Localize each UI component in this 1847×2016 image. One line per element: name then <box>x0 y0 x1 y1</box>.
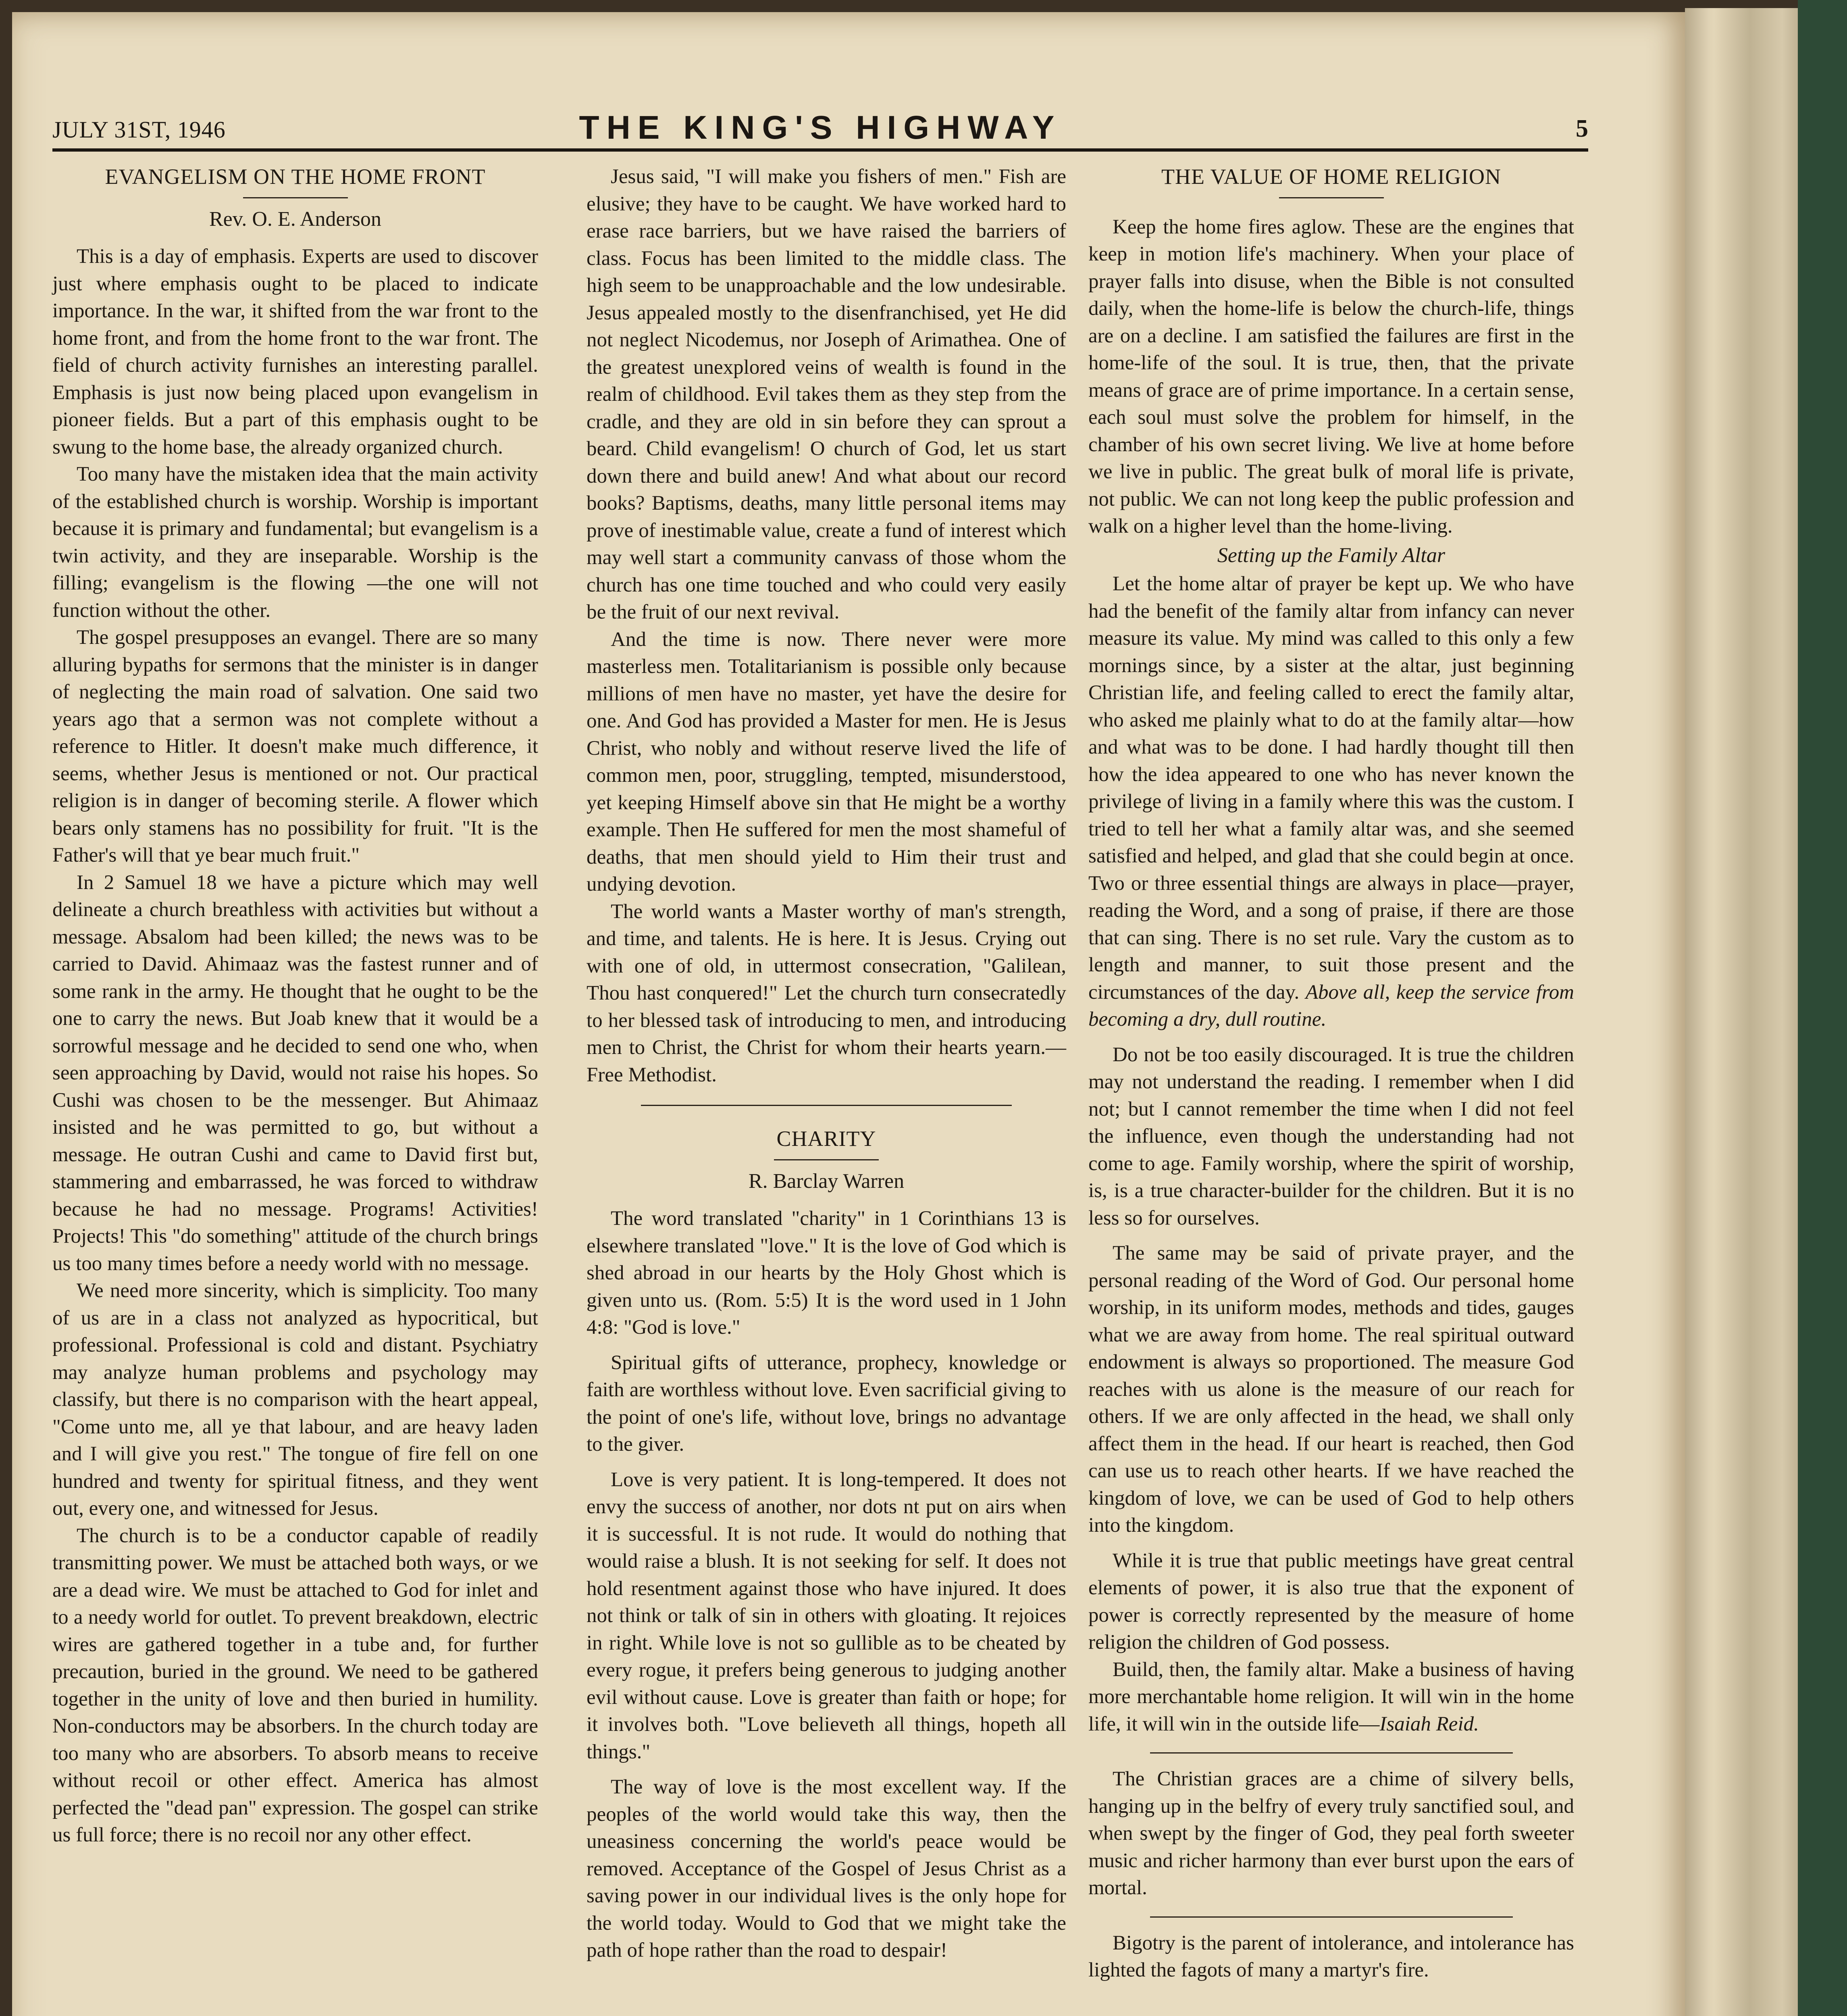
page-header <box>52 109 1588 145</box>
paragraph: While it is true that public meetings have great central elements of power, it is also true that the exponent of power is correctly represented by the measure of home religion the children of God possess. <box>1088 1549 1574 1654</box>
header-rule <box>52 148 1588 152</box>
page-number: 5 <box>1576 115 1588 142</box>
paragraph: Do not be too easily discouraged. It is true the children may not understand the reading. I remember when I did not; but I cannot remember the time when I did not feel the influence, even though the understanding had not come to age. Family worship, where the spirit of worship, is, is a true character-builder for the children. But it is no less so for ourselves. <box>1088 1043 1574 1229</box>
filler-paragraph: The Christian graces are a chime of silvery bells, hanging up in the belfry of every truly sanctified soul, and when swept by the finger of God, they peal forth sweeter music and richer harmony than ever burst upon the ears of mortal. <box>1088 1768 1574 1899</box>
filler-paragraph: Bigotry is the parent of intolerance, and intolerance has lighted the fagots of many a martyr's fire. <box>1088 1931 1574 1981</box>
article-title-charity: CHARITY <box>776 1127 876 1151</box>
paragraph <box>1088 1656 1574 1738</box>
title-rule <box>774 1159 879 1160</box>
paragraph: Love is very patient. It is long-tempered. It does not envy the success of another, nor dots nt put on airs when it is successful. It is not rude. It would do nothing that would raise a blush. It is not seeking for self. It does not hold resentment against those who have injured. It does not think or talk of sin in others with gloating. It rejoices in right. While love is not so gullible as to be cheated by every rogue, it prefers being generous to judging another evil without cause. Love is greater than faith or hope; for it involves both. "Love believeth all things, hopeth all things." <box>587 1468 1066 1763</box>
paragraph: In 2 Samuel 18 we have a picture which may well delineate a church breathless with activities but without a message. Absalom had been killed; the news was to be carried to David. Ahimaaz was the fastest runner and of some rank in the army. He thought that he ought to be the one to carry the news. But Joab knew that it would be a sorrowful message and he decided to send one who, when seen approaching by David, would not raise his hopes. So Cushi was chosen to be the messenger. But Ahimaaz insisted and he was permitted to go, but without a message. He outran Cushi and came to David first but, stammering and embarrassed, he was forced to withdraw because he had no message. Programs! Activities! Projects! This "do something" attitude of the church brings us too many times before a needy world with no message. <box>52 871 538 1275</box>
column-2 <box>587 163 1066 1964</box>
subheading: Setting up the Family Altar <box>1217 544 1446 567</box>
book-cover <box>1798 0 1847 2016</box>
paragraph: The word translated "charity" in 1 Corinthians 13 is elsewhere translated "love." It is the love of God which is shed abroad in our hearts by the Holy Ghost which is given unto us. (Rom. 5:5) It is the word used in 1 John 4:8: "God is love." <box>587 1207 1066 1339</box>
article-title-evangelism: EVANGELISM ON THE HOME FRONT <box>105 165 486 189</box>
section-divider <box>1150 1916 1513 1918</box>
issue-date: JULY 31ST, 1946 <box>52 117 226 143</box>
paragraph: And the time is now. There never were more masterless men. Totalitarianism is possible only because millions of men have no master, yet have the desire for one. And God has provided a Master for men. He is Jesus Christ, who nobly and without reserve lived the life of common men, poor, struggling, tempted, misunderstood, yet keeping Himself above sin that He might be a worthy example. Then He suffered for men the most shameful of deaths, that men should yield to Him their trust and undying devotion. <box>587 628 1066 896</box>
paragraph-text: Build, then, the family altar. Make a business of having more merchantable home religion. It will win in the home life, it will win in the outside life— <box>1088 1658 1574 1735</box>
paragraph: The world wants a Master worthy of man's strength, and time, and talents. He is here. It is Jesus. Crying out with one of old, in uttermost consecration, "Galilean, Thou hast conquered!" Let the church turn consecratedly to her blessed task of introducing to men, and introducing men to Christ, the Christ for whom their hearts yearn.—Free Methodist. <box>587 900 1066 1086</box>
paragraph: The church is to be a conductor capable of readily transmitting power. We must be attached both ways, or we are a dead wire. We must be attached to God for inlet and to a needy world for outlet. To prevent breakdown, electric wires are gathered together in a tube and, for further precaution, buried in the ground. We need to be gathered together in the unity of love and then buried in humility. Non-conductors may be absorbers. In the church today are too many who are absorbers. To absorb means to receive without recoil or other effect. America has almost perfected the "dead pan" expression. The gospel can strike us full force; there is no recoil nor any other effect. <box>52 1524 538 1846</box>
paragraph: We need more sincerity, which is simplicity. Too many of us are in a class not analyzed as hypocritical, but professional. Professional is cold and distant. Psychiatry may analyze human problems and psychology may classify, but there is no comparison with the heart appeal, "Come unto me, all ye that labour, and are heavy laden and I will give you rest." The tongue of fire fell on one hundred and twenty for spiritual fitness, and they went out, every one, and witnessed for Jesus. <box>52 1279 538 1520</box>
paragraph: The gospel presupposes an evangel. There are so many alluring bypaths for sermons that the minister is in danger of neglecting the main road of salvation. One said two years ago that a sermon was not complete without a reference to Hitler. It doesn't make much difference, it seems, whether Jesus is mentioned or not. Our practical religion is in danger of becoming sterile. A flower which bears only stamens has no possibility for fruit. "It is the Father's will that ye bear much fruit." <box>52 626 538 866</box>
signature: Isaiah Reid. <box>1379 1712 1479 1735</box>
paragraph: Spiritual gifts of utterance, prophecy, knowledge or faith are worthless without love. Even sacrificial giving to the point of one's life, without love, brings no advantage to the giver. <box>587 1351 1066 1456</box>
paragraph: The way of love is the most excellent way. If the peoples of the world would take this way, then the uneasiness concerning the world's peace would be removed. Acceptance of the Gospel of Jesus Christ as a saving power in our individual lives is the only hope for the world today. Would to God that we might take the path of hope rather than the road to despair! <box>587 1776 1066 1962</box>
paragraph: The same may be said of private prayer, and the personal reading of the Word of God. Our personal home worship, in its uniform modes, methods and tides, gauges what we are away from home. The real spiritual outward endowment is always so proportioned. The measure God reaches with us alone is the measure of our reach for others. If we are only affected in the head, we shall only affect them in the head. If our heart is reached, then God can use us to reach other hearts. If we have reached the kingdom of love, we can be used of God to help others into the kingdom. <box>1088 1242 1574 1537</box>
paragraph <box>1088 571 1574 1033</box>
emphasis-text: Above all, keep the service from becoming a dry, dull routine. <box>1088 981 1574 1031</box>
section-divider <box>641 1105 1012 1106</box>
paragraph: Keep the home fires aglow. These are the engines that keep in motion life's machinery. When your place of prayer falls into disuse, when the Bible is not consulted daily, when the home-life is below the church-life, things are on a decline. I am satisfied the failures are first in the home-life of the soul. It is true, then, that the private means of grace are of prime importance. In a certain sense, each soul must solve the problem for himself, in the chamber of his own secret living. We live at home before we live in public. The great bulk of moral life is private, not public. We can not long keep the public profession and walk on a higher level than the home-living. <box>1088 215 1574 537</box>
section-divider <box>1150 1752 1513 1754</box>
paragraph: Jesus said, "I will make you fishers of men." Fish are elusive; they have to be caught. We have worked hard to erase race barriers, but we have raised the barriers of class. Focus has been limited to the middle class. The high seem to be unapproachable and the low undesirable. Jesus appealed mostly to the disenfranchised, yet He did not neglect Nicodemus, nor Joseph of Arimathea. One of the greatest unexplored veins of wealth is found in the realm of childhood. Evil takes them as they step from the cradle, and they are old in sin before they can sprout a beard. Child evangelism! O church of God, let us start down there and build anew! And what about our record books? Baptisms, deaths, many little personal items may prove of inestimable value, create a fund of interest which may well start a community canvass of those whom the church has one time touched and who could very easily be the fruit of our next revival. <box>587 165 1066 623</box>
title-rule <box>243 197 348 198</box>
paragraph: Too many have the mistaken idea that the main activity of the established church is worship. Worship is important because it is primary and fundamental; but evangelism is a twin activity, and they are inseparable. Worship is the filling; evangelism is the flowing —the one will not function without the other. <box>52 463 538 622</box>
column-1 <box>52 163 538 1849</box>
page-edges <box>1685 8 1709 2016</box>
article-author: Rev. O. E. Anderson <box>209 207 382 231</box>
publication-title: THE KING'S HIGHWAY <box>579 109 1062 146</box>
paragraph: This is a day of emphasis. Experts are used to discover just where emphasis ought to be placed to indicate importance. In the war, it shifted from the war front to the home front, and from the home front to the war front. The field of church activity furnishes an interesting parallel. Emphasis is just now being placed upon evangelism in pioneer fields. But a part of this emphasis ought to be swung to the home base, the already organized church. <box>52 245 538 458</box>
column-3 <box>1088 163 1574 1984</box>
paragraph-text: Let the home altar of prayer be kept up. We who have had the benefit of the family altar from infancy can never measure its value. My mind was called to this only a few mornings since, by a sister at the altar, just beginning Christian life, and feeling called to erect the family altar, who asked me plainly what to do at the family altar—how and what was to be done. I had hardly thought till then how the idea appeared to one who has never known the privilege of living in a family where this was the custom. I tried to tell her what a family altar was, and she seemed satisfied and helped, and glad that she could begin at once. Two or three essential things are always in place—prayer, reading the Word, and a song of praise, if there are those that can sing. There is no set rule. Vary the custom as to length and manner, to suit those present and the circumstances of the day. <box>1088 573 1574 1004</box>
article-title-home-religion: THE VALUE OF HOME RELIGION <box>1161 165 1501 189</box>
article-author: R. Barclay Warren <box>748 1169 905 1193</box>
